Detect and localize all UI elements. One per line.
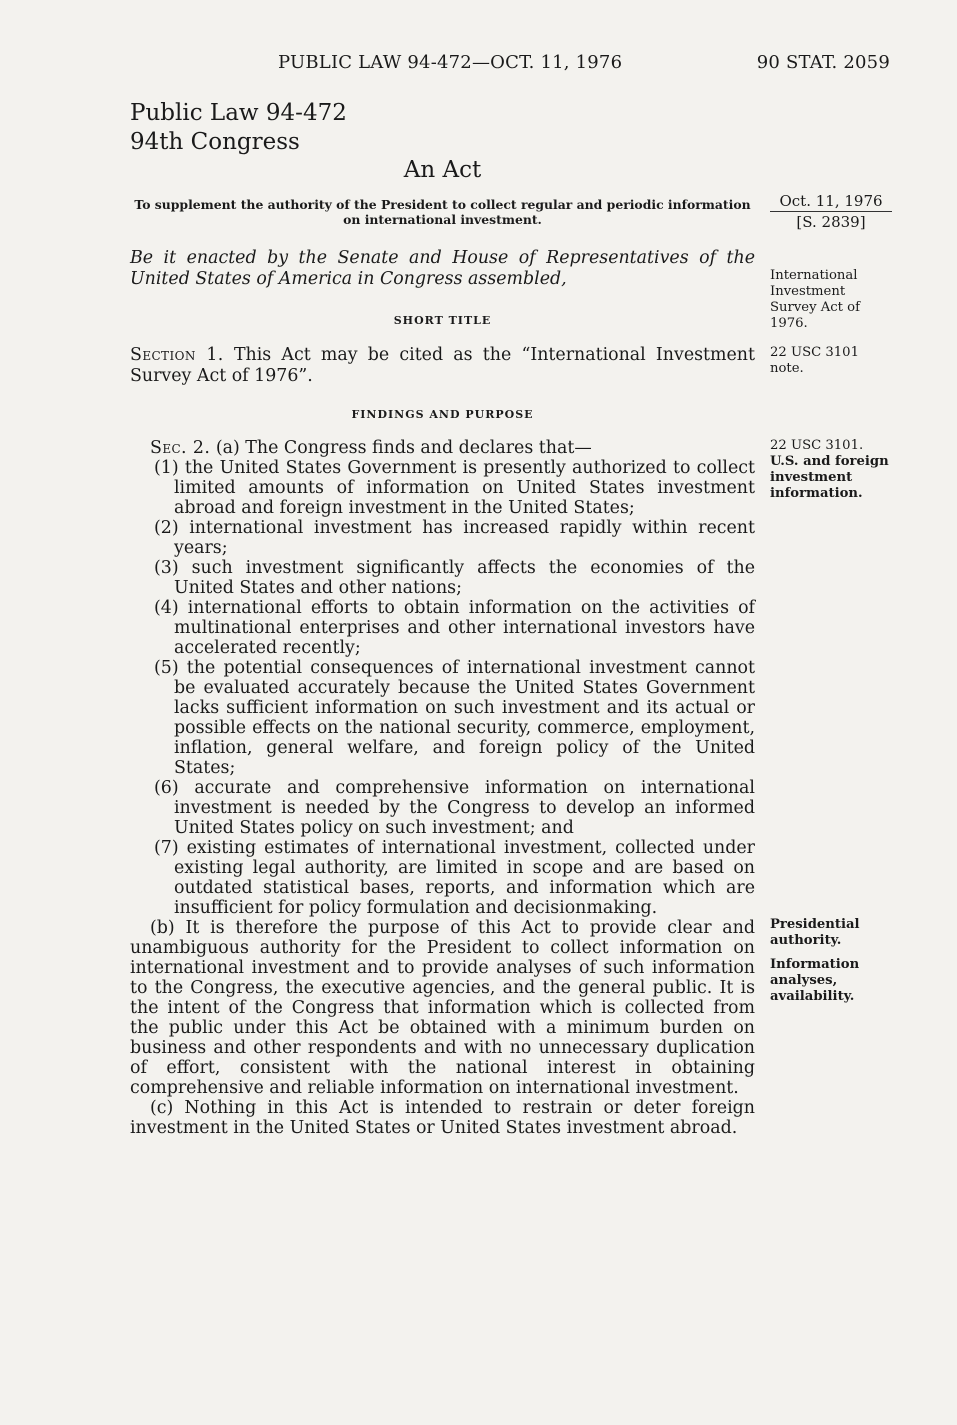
- margin-note-usc: [770, 438, 892, 502]
- section-2: [130, 438, 755, 1138]
- finding-item: (7) existing estimates of international investment, collected under existing legal authority, are limited in scope and are based on outdated statistical bases, reports, and information which are insufficient for policy formulation and decisionmaking.: [154, 838, 755, 918]
- section-2-label: Sec. 2.: [150, 438, 211, 458]
- section-1-text: This Act may be cited as the “International Investment Survey Act of 1976”.: [130, 345, 755, 386]
- section-2-intro-text: (a) The Congress finds and declares that—: [215, 438, 592, 458]
- act-heading: An Act: [403, 157, 482, 183]
- margin-note-information: Information analyses, availability.: [770, 957, 860, 1004]
- margin-note-usc-topic: U.S. and foreign investment information.: [770, 454, 889, 501]
- margin-note-usc-citation: 22 USC 3101.: [770, 438, 864, 453]
- margin-note-survey-act: International Investment Survey Act of 1976.: [770, 268, 860, 331]
- congress-label: 94th Congress: [130, 129, 300, 155]
- margin-date: Oct. 11, 1976: [770, 192, 892, 212]
- short-title-heading: SHORT TITLE: [393, 314, 492, 327]
- running-header-page: 90 STAT. 2059: [756, 52, 890, 73]
- enacting-clause: Be it enacted by the Senate and House of Representatives of the United States of America in Congress assembled,: [130, 248, 755, 289]
- finding-item: (1) the United States Government is presently authorized to collect limited amounts of information on United States investment abroad and foreign investment in the United States;: [154, 458, 755, 518]
- public-law-number: Public Law 94-472: [130, 100, 347, 126]
- purpose-paragraph-b: (b) It is therefore the purpose of this Act to provide clear and unambiguous authority for the President to collect information on international investment and to provide analyses of such information to the Congress, the executive agencies, and the general public. It is the intent of the Congress that information which is collected from the public under this Act be obtained with a minimum burden on business and other respondents and with no unnecessary duplication of effort, consistent with the national interest in obtaining comprehensive and reliable information on international investment.: [130, 918, 755, 1098]
- section-2-intro: [130, 438, 755, 458]
- long-title: To supplement the authority of the President to collect regular and periodic information on international investment.: [134, 197, 751, 227]
- margin-note-usc-note: 22 USC 3101 note.: [770, 345, 859, 376]
- finding-item: (6) accurate and comprehensive information on international investment is needed by the Congress to develop an informed United States policy on such investment; and: [154, 778, 755, 838]
- findings-heading: FINDINGS AND PURPOSE: [351, 408, 534, 421]
- finding-item: (5) the potential consequences of international investment cannot be evaluated accurately because the United States Government lacks sufficient information on such investment and its actual or possible effects on the national security, commerce, employment, inflation, general welfare, and foreign policy of the United States;: [154, 658, 755, 778]
- running-header-title: PUBLIC LAW 94-472—OCT. 11, 1976: [278, 52, 623, 73]
- margin-note-presidential: Presidential authority.: [770, 917, 860, 948]
- purpose-paragraph-c: (c) Nothing in this Act is intended to restrain or deter foreign investment in the United States or United States investment abroad.: [130, 1098, 755, 1138]
- finding-item: (3) such investment significantly affects the economies of the United States and other nations;: [154, 558, 755, 598]
- margin-bill-number: [S. 2839]: [796, 213, 866, 231]
- section-1-label: Section 1.: [130, 345, 224, 365]
- finding-item: (4) international efforts to obtain information on the activities of multinational enterprises and other international investors have accelerated recently;: [154, 598, 755, 658]
- running-header: [130, 52, 890, 78]
- finding-item: (2) international investment has increased rapidly within recent years;: [154, 518, 755, 558]
- section-1: [130, 345, 755, 387]
